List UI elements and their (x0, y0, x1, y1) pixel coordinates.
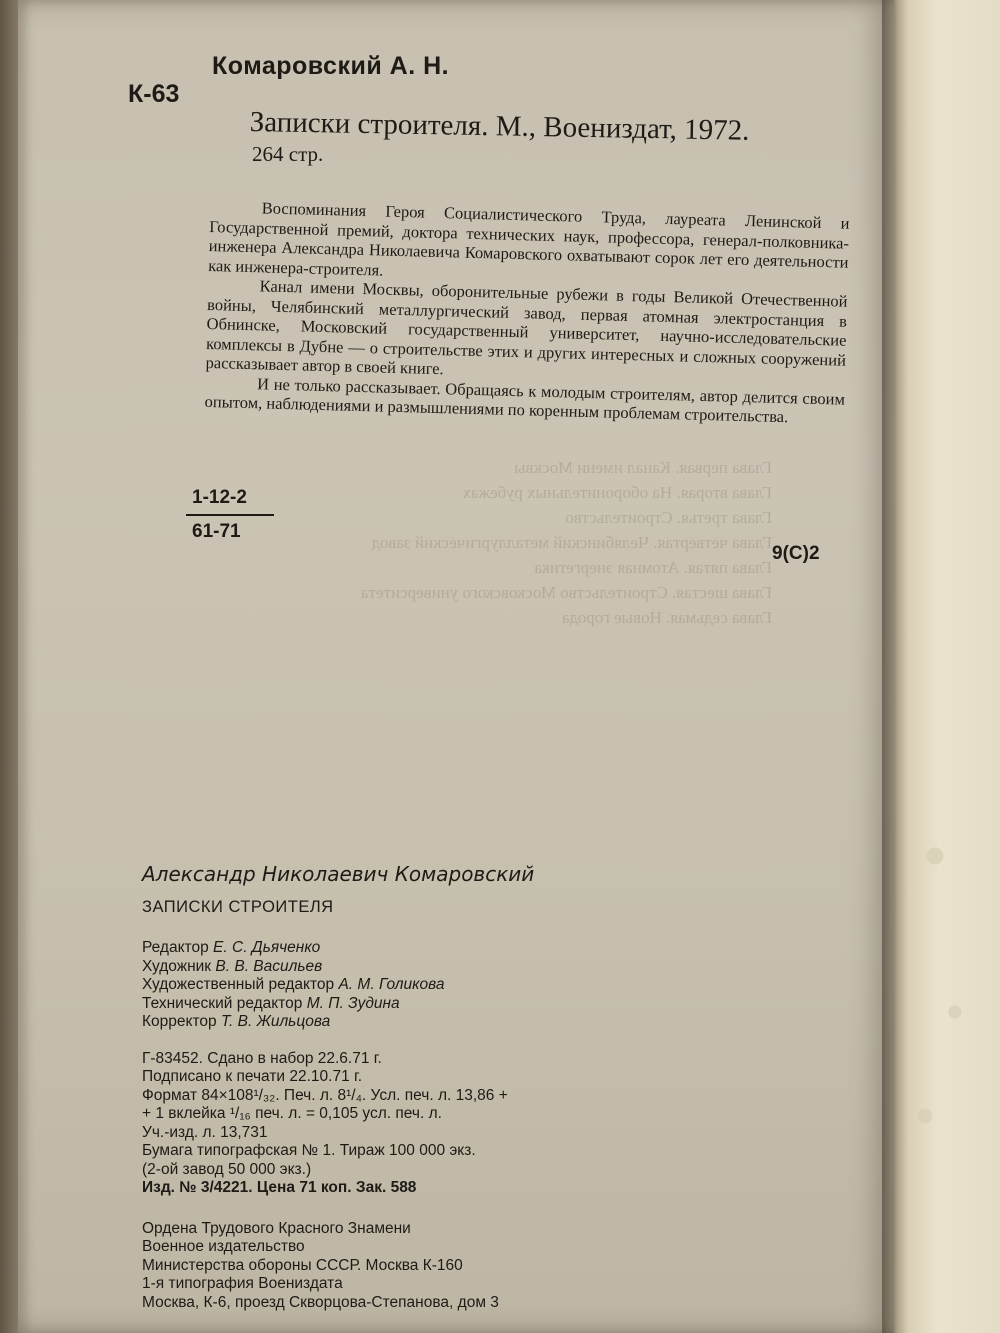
bleed-line: Глава шестая. Строительство Московского университета (360, 583, 772, 602)
spacer (142, 1198, 762, 1220)
bleed-line: Глава пятая. Атомная энергетика (534, 558, 772, 577)
spacer (142, 1032, 762, 1050)
production-line: Формат 84×108¹/₃₂. Печ. л. 8¹/₄. Усл. печ. л. 13,86 + (142, 1086, 508, 1104)
publisher-line: 1-я типография Воениздата (142, 1275, 343, 1292)
credit-role: Корректор (142, 1013, 217, 1030)
author-full-name: Александр Николаевич Комаровский (142, 862, 535, 886)
credit-name: Е. С. Дьяченко (213, 939, 321, 956)
production-line: Г-83452. Сдано в набор 22.6.71 г. (142, 1049, 382, 1067)
credit-role: Редактор (142, 939, 209, 956)
credit-name: А. М. Голикова (338, 976, 445, 993)
page-count: 264 стр. (252, 142, 324, 166)
credit-role: Технический редактор (142, 994, 303, 1012)
credit-name: В. В. Васильев (215, 957, 323, 975)
bleed-line: Глава первая. Канал имени Москвы (514, 458, 772, 477)
production-line: Подписано к печати 22.10.71 г. (142, 1068, 363, 1085)
annotation-paragraph: И не только рассказывает. Обращаясь к молодым строителям, автор делится своим опытом, наблюдениями и размышлениями по коренным проблемам строительства. (204, 373, 846, 427)
book-title: ЗАПИСКИ СТРОИТЕЛЯ (142, 898, 334, 916)
classification-code: 9(С)2 (772, 543, 820, 564)
production-line: Бумага типографская № 1. Тираж 100 000 экз. (142, 1142, 476, 1159)
annotation-paragraph: Канал имени Москвы, оборонительные рубежи в годы Великой Отечественной войны, Челябинский металлургический завод, первая атомная электростанция в Обнинске, Московский государственный университет, научно-исследовательские комплексы в Дубне — о строительстве этих и других интересных и сложных сооружений рассказывает автор в своей книге. (205, 276, 848, 379)
publisher-line: Москва, К-6, проезд Скворцова-Степанова, дом 3 (142, 1293, 499, 1311)
index-fraction-bottom: 61-71 (192, 521, 241, 542)
bleed-line: Глава вторая. На оборонительных рубежах (462, 483, 772, 502)
bleed-line: Глава третья. Строительство (565, 508, 772, 527)
credit-role: Художественный редактор (142, 976, 335, 993)
production-line: (2-ой завод 50 000 экз.) (142, 1160, 312, 1178)
imprint-block (142, 862, 762, 1312)
credit-line (142, 995, 762, 1014)
credit-line (142, 939, 762, 958)
fraction-divider (186, 514, 274, 516)
production-line: + 1 вклейка ¹/₁₆ печ. л. = 0,105 усл. печ. л. (142, 1105, 442, 1122)
paper-stains (895, 700, 995, 1220)
catalog-code: К-63 (128, 80, 180, 108)
author-heading: Комаровский А. Н. (212, 52, 450, 80)
production-line: Уч.-изд. л. 13,731 (142, 1123, 268, 1141)
production-line: Изд. № 3/4221. Цена 71 коп. Зак. 588 (142, 1179, 417, 1196)
index-fraction-top: 1-12-2 (192, 487, 247, 508)
credit-name: М. П. Зудина (306, 994, 400, 1012)
bleed-line: Глава четвертая. Челябинский металлургический завод (371, 533, 772, 552)
page-edge-shadow (882, 0, 898, 1333)
annotation-block (204, 197, 849, 428)
credit-line (142, 976, 762, 995)
credit-line (142, 958, 762, 977)
publisher-line: Министерства обороны СССР. Москва К-160 (142, 1256, 463, 1274)
bibliographic-title: Записки строителя. М., Воениздат, 1972. (249, 106, 750, 147)
publisher-line: Ордена Трудового Красного Знамени (142, 1219, 411, 1237)
credit-role: Художник (142, 957, 212, 975)
bleed-through-text (232, 455, 772, 630)
credit-name: Т. В. Жильцова (220, 1013, 331, 1030)
bleed-line: Глава седьмая. Новые города (562, 608, 772, 627)
publisher-line: Военное издательство (142, 1238, 305, 1255)
credit-line (142, 1013, 762, 1032)
annotation-paragraph: Воспоминания Героя Социалистического Труда, лауреата Ленинской и Государственной премий, доктора технических наук, профессора, генерал-полковника-инженера Александра Николаевича Комаровского охватывают сорок лет его деятельности как инженера-строителя. (207, 198, 850, 280)
